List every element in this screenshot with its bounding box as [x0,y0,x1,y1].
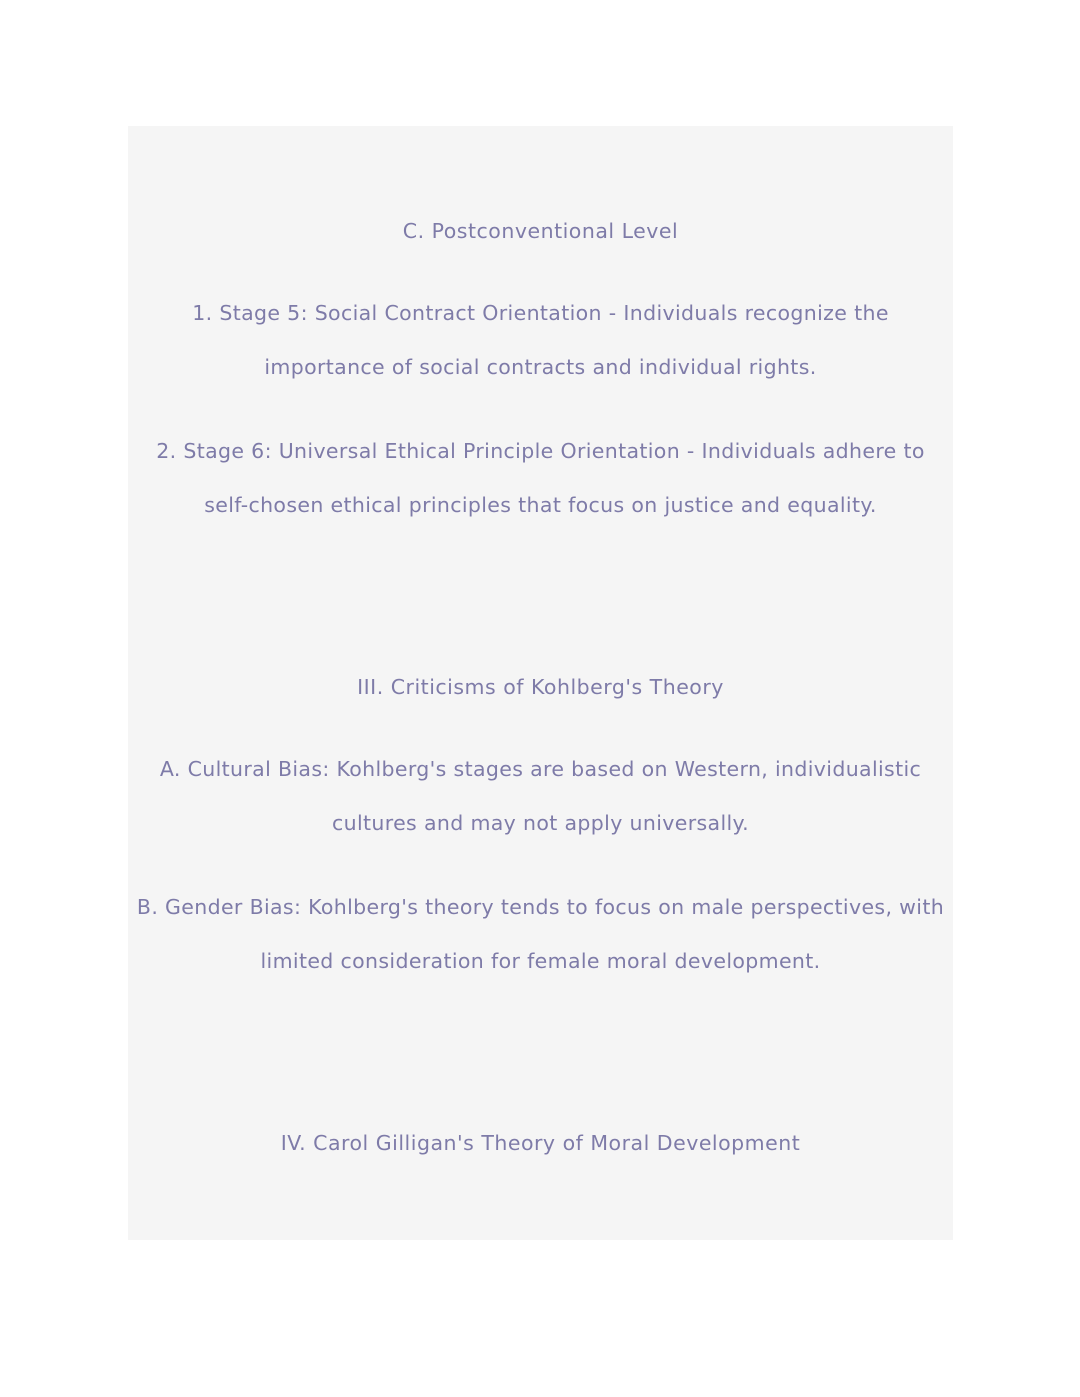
document-body [128,204,953,1170]
block-spacer [128,258,953,286]
paragraph-cultural-bias: A. Cultural Bias: Kohlberg's stages are based on Western, individualistic cultures and may not apply universally. [159,757,929,835]
heading-postconventional-level: C. Postconventional Level [402,219,679,243]
heading-criticisms-of-kohlbergs-theory: III. Criticisms of Kohlberg's Theory [357,675,724,699]
block-spacer [128,1042,953,1116]
block-spacer [128,394,953,424]
heading-carol-gilligans-theory: IV. Carol Gilligan's Theory of Moral Development [280,1131,801,1155]
empty-paragraph [128,532,953,586]
paragraph-stage-5: 1. Stage 5: Social Contract Orientation - Individuals recognize the importance of social contracts and individual rights. [192,301,896,379]
block-spacer [128,714,953,742]
block-spacer [128,850,953,880]
block-spacer [128,586,953,660]
paragraph-stage-6: 2. Stage 6: Universal Ethical Principle Orientation - Individuals adhere to self-chosen ethical principles that focus on justice and equality. [156,439,932,517]
empty-paragraph [128,988,953,1042]
document-panel [128,126,953,1240]
paragraph-gender-bias: B. Gender Bias: Kohlberg's theory tends to focus on male perspectives, with limited consideration for female moral development. [136,895,951,973]
